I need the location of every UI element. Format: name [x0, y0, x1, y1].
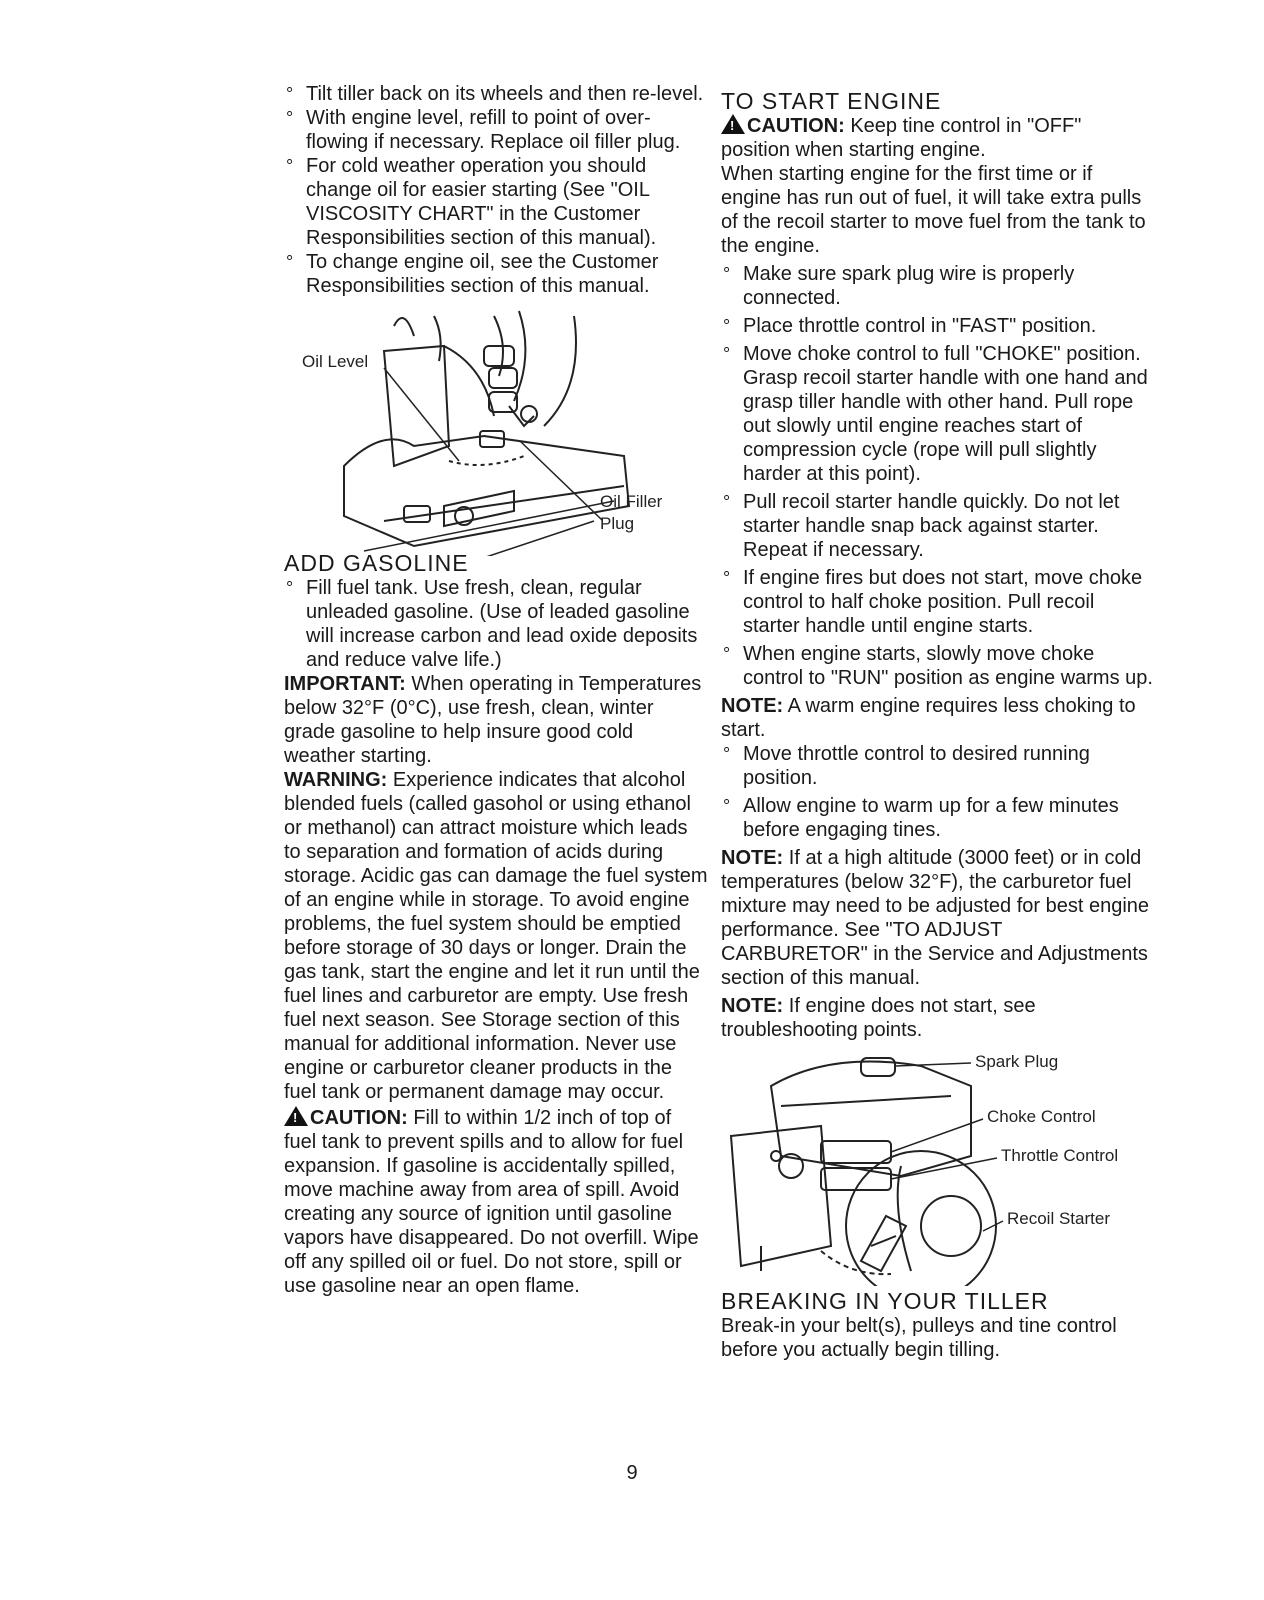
list-item: ° For cold weather operation you should change oil for easier starting (See "OIL VISCOSITY CHART" in the Customer Responsibilities section of this manual). [284, 154, 709, 250]
list-item: ° Make sure spark plug wire is properly connected. [721, 262, 1153, 310]
choke-control-leader-line [891, 1119, 983, 1152]
important-label: IMPORTANT: [284, 673, 406, 695]
oil-bullet-list [284, 82, 709, 298]
start-bullet-list [721, 262, 1153, 690]
list-item: ° Tilt tiller back on its wheels and then re-level. [284, 82, 709, 106]
breaking-in-paragraph: Break-in your belt(s), pulleys and tine control before you actually begin tilling. [721, 1315, 1117, 1361]
oil-filler-label: Oil Filler [600, 492, 663, 511]
note-paragraph [721, 694, 1153, 742]
start-intro-paragraph: When starting engine for the first time or if engine has run out of fuel, it will take extra pulls of the recoil starter to move fuel from the tank to the engine. [721, 163, 1146, 257]
engine-controls-illustration [721, 1046, 1153, 1286]
caution-text: Fill to within 1/2 inch of top of fuel tank to prevent spills and to allow for fuel expansion. If gasoline is accidentally spilled, move machine away from area of spill. Avoid creating any source of ignition until gasoline vapors have disappeared. Do not overfill. Wipe off any spilled oil or fuel. Do not store, spill or use gasoline near an open flame. [284, 1107, 699, 1297]
warning-text: Experience indicates that alcohol blended fuels (called gasohol or using ethanol or methanol) can attract moisture which leads to separation and formation of acids during storage. Acidic gas can damage the fuel system of an engine while in storage. To avoid engine problems, the fuel system should be emptied before storage of 30 days or longer. Drain the gas tank, start the engine and let it run until the fuel lines and carburetor are empty. Use fresh fuel next season. See Storage section of this manual for additional information. Never use engine or carburetor cleaner products in the fuel tank or permanent damage may occur. [284, 769, 708, 1103]
oil-level-label: Oil Level [302, 352, 369, 371]
right-column [721, 88, 1153, 1362]
caution-label: CAUTION: [310, 1107, 408, 1129]
warning-label: WARNING: [284, 769, 388, 791]
list-item: ° With engine level, refill to point of over-flowing if necessary. Replace oil filler plug. [284, 106, 709, 154]
list-item: ° Fill fuel tank. Use fresh, clean, regular unleaded gasoline. (Use of leaded gasoline will increase carbon and lead oxide deposits and reduce valve life.) [284, 576, 709, 672]
left-column [284, 82, 709, 1298]
spark-plug-label: Spark Plug [975, 1052, 1059, 1071]
caution-text: Keep tine control in "OFF" position when starting engine. [721, 115, 1082, 161]
note-label: NOTE: [721, 995, 784, 1017]
section-heading-add-gasoline: ADD GASOLINE [284, 550, 469, 576]
section-heading-start-engine: TO START ENGINE [721, 88, 942, 114]
warning-paragraph [284, 768, 709, 1104]
oil-level-figure [284, 306, 709, 556]
note-text: A warm engine requires less choking to start. [721, 695, 1136, 741]
oil-filler-leader-line [520, 441, 602, 520]
list-item: ° Move choke control to full "CHOKE" position. Grasp recoil starter handle with one hand and grasp tiller handle with other hand. Pull rope out slowly until engine reaches start of compression cycle (rope will pull slightly harder at this point). [721, 342, 1153, 486]
warning-triangle-icon [721, 114, 745, 134]
engine-oil-illustration [284, 306, 709, 556]
list-item: ° If engine fires but does not start, move choke control to half choke position. Pull recoil starter handle until engine starts. [721, 566, 1153, 638]
list-item: ° Allow engine to warm up for a few minutes before engaging tines. [721, 794, 1153, 842]
note-text: If engine does not start, see troubleshooting points. [721, 995, 1036, 1041]
list-item: ° Pull recoil starter handle quickly. Do not let starter handle snap back against starter. Repeat if necessary. [721, 490, 1153, 562]
list-item: ° To change engine oil, see the Customer Responsibilities section of this manual. [284, 250, 709, 298]
recoil-starter-label: Recoil Starter [1007, 1209, 1110, 1228]
warning-triangle-icon [284, 1106, 308, 1126]
section-heading-breaking-in: BREAKING IN YOUR TILLER [721, 1288, 1049, 1314]
list-item: ° When engine starts, slowly move choke control to "RUN" position as engine warms up. [721, 642, 1153, 690]
engine-controls-figure [721, 1046, 1153, 1286]
important-paragraph [284, 672, 709, 768]
list-item: ° Move throttle control to desired running position. [721, 742, 1153, 790]
important-text: When operating in Temperatures below 32°F (0°C), use fresh, clean, winter grade gasoline to help insure good cold weather starting. [284, 673, 702, 767]
gasoline-bullet-list [284, 576, 709, 672]
caution-paragraph [284, 1106, 709, 1298]
caution-label: CAUTION: [747, 115, 845, 137]
start-caution-paragraph [721, 114, 1153, 162]
note-label: NOTE: [721, 847, 784, 869]
page-number: 9 [626, 1462, 638, 1484]
note-paragraph [721, 846, 1153, 990]
note-label: NOTE: [721, 695, 784, 717]
note-text: If at a high altitude (3000 feet) or in cold temperatures (below 32°F), the carburetor fuel mixture may need to be adjusted for best engine performance. See "TO ADJUST CARBURETOR" in the Service and Adjustments section of this manual. [721, 847, 1150, 989]
oil-filler-label-line2: Plug [600, 514, 635, 533]
throttle-control-label: Throttle Control [1001, 1146, 1119, 1165]
note-paragraph [721, 994, 1153, 1042]
throttle-control-leader-line [891, 1158, 997, 1179]
choke-control-label: Choke Control [987, 1107, 1096, 1126]
recoil-starter-leader-line [983, 1221, 1003, 1231]
list-item: ° Place throttle control in "FAST" position. [721, 314, 1153, 338]
warmup-bullet-list [721, 742, 1153, 842]
